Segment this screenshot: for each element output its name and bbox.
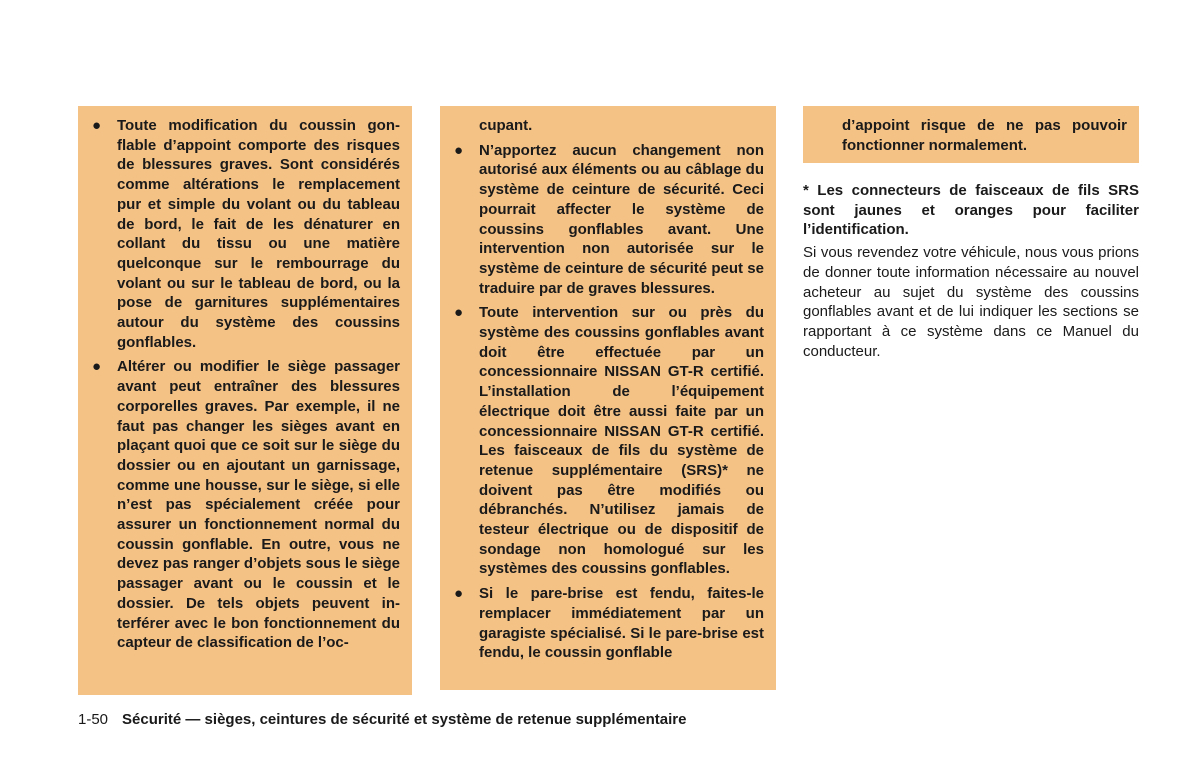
list-item xyxy=(452,584,764,663)
warning-box-column-2 xyxy=(440,106,776,690)
footnote: * Les connecteurs de faisceaux de fils SRS sont jaunes et oranges pour faciliter l’identification. xyxy=(803,182,1139,239)
body-paragraph: Si vous revendez votre véhicule, nous vous prions de donner toute information nécessaire au nouvel acheteur au sujet du système des coussins gonflables avant et de lui indiquer les sections se rapportant à ce système dans ce Manuel du conducteur. xyxy=(803,244,1139,360)
list-item xyxy=(90,116,400,352)
list-item-text: N’apportez aucun changement non autorisé aux éléments ou au câblage du système de ceinture de sécurité. Ceci pourrait affecter le système de coussins gonflables avant. Une intervention non autorisée sur le système de ceinture de sécurité peut se traduire par de graves blessures. xyxy=(479,141,764,297)
bullet-dot-icon: ● xyxy=(454,141,464,159)
page-footer xyxy=(78,711,686,728)
list-item xyxy=(452,141,764,299)
continued-text: cupant. xyxy=(479,117,533,134)
bullet-dot-icon: ● xyxy=(454,304,464,322)
list-item-text: Altérer ou modifier le siège passager avant peut entraîner des blessures corporelles graves. Par exemple, il ne faut pas changer les sièges avant en plaçant quoi que ce soit sur le siège du dossier ou en ajoutant un garnissage, comme une housse, sur le siège, si elle n’est pas spécialement créée pour assurer un fonctionnement normal du coussin gonflable. En outre, vous ne devez pas ranger d’objets sous le siège passager avant ou le coussin et le dossier. De tels objets peuvent interférer avec le bon fonctionnement du capteur de classification de l’oc- xyxy=(117,358,400,652)
warning-box-column-1 xyxy=(78,106,412,695)
page-number: 1-50 xyxy=(78,711,109,728)
section-title: Sécurité — sièges, ceintures de sécurité et système de retenue supplémentaire xyxy=(122,711,687,728)
column-3-text xyxy=(803,181,1139,361)
warning-list xyxy=(452,141,764,663)
bullet-dot-icon: ● xyxy=(92,117,102,134)
bullet-dot-icon: ● xyxy=(92,358,102,376)
bullet-dot-icon: ● xyxy=(454,585,464,603)
warning-list xyxy=(90,116,400,653)
continued-text: d’appoint risque de ne pas pouvoir fonctionner normalement. xyxy=(842,117,1127,154)
list-item xyxy=(452,303,764,579)
warning-box-column-3 xyxy=(803,106,1139,163)
list-item-text: Si le pare-brise est fendu, faites-le remplacer immédiatement par un garagiste spécialisé. Si le pare-brise est fendu, le coussin gonflable xyxy=(479,585,764,662)
list-item-text: Toute intervention sur ou près du système des coussins gonflables avant doit être effectuée par un concessionnaire NISSAN GT-R certifié. L’installation de l’équipement électrique doit être aussi faite par un concessionnaire NISSAN GT-R certifié. Les faisceaux de fils du système de retenue supplémentaire (SRS)* ne doivent pas être modifiés ou débranchés. N’utilisez jamais de testeur électrique ou de dispositif de sondage non homologué sur les systèmes des coussins gonflables. xyxy=(479,304,764,578)
list-item xyxy=(90,357,400,653)
list-item-text: Toute modification du coussin gonflable d’appoint comporte des risques de blessures graves. Sont considérés comme altérations le remplacement pur et simple du volant ou du tableau de bord, le fait de les dénaturer en collant du tissu ou une matière quelconque sur le rembourrage du volant ou sur le tableau de bord, ou la pose de garnitures supplémentaires autour du système des coussins gonflables. xyxy=(117,117,400,351)
